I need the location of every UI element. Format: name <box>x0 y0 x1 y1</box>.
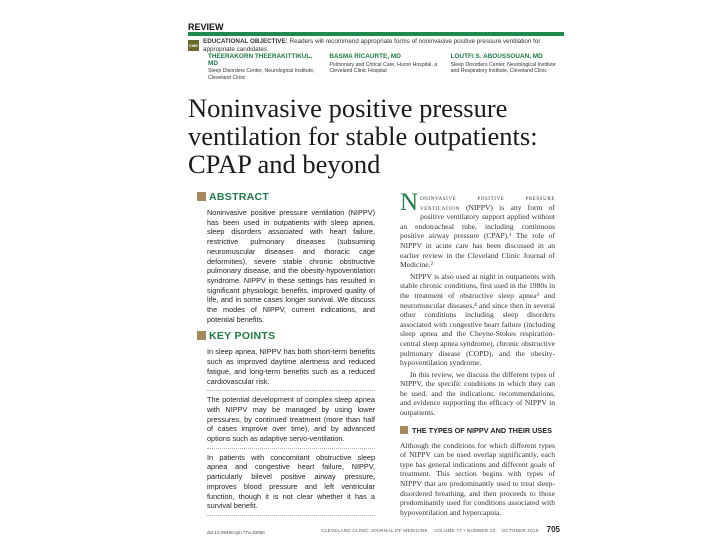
page-footer <box>321 525 560 535</box>
lead-in: oninvasive positive pressure ventilation <box>420 193 555 212</box>
key-points-heading <box>197 330 375 343</box>
right-column <box>321 189 560 535</box>
square-bullet-icon <box>197 192 206 201</box>
page-number: 705 <box>546 525 560 535</box>
author-name: BASMA RICAURTE, MD <box>329 53 401 60</box>
author-affiliation: Sleep Disorders Center, Neurological Institute, Cleveland Clinic <box>208 68 315 81</box>
square-bullet-icon <box>400 426 408 434</box>
header-rule <box>188 32 564 36</box>
abstract-heading <box>197 191 375 204</box>
author-name: LOUTFI S. ABOUSSOUAN, MD <box>450 53 543 60</box>
section-heading <box>400 426 555 436</box>
author-name: THEERAKORN THEERAKITTIKUL, MD <box>208 53 313 67</box>
author-affiliation: Pulmonary and Critical Care, Huron Hospital, a Cleveland Clinic Hospital <box>329 61 438 74</box>
doi: doi:10.3949/ccjm.77a.10050 <box>207 529 265 535</box>
body-paragraph-4: Although the conditions for which different types of NIPPV can be used overlap significantly, each type has general indications and different goals of treatment. This section begins with types of NIPPV that are predominantly used to treat sleep-disordered breathing, and then proceeds to those predominantly used for conditions associated with hypoventilation and hypercapnia. <box>400 440 555 517</box>
square-bullet-icon <box>197 331 206 340</box>
educational-objective <box>203 38 563 54</box>
cme-badge-icon: CME <box>188 40 199 51</box>
abstract-text: Noninvasive positive pressure ventilation (NIPPV) has been used in outpatients with sleep apnea, sleep disorders associated with heart failure, restrictive pulmonary diseases (subsuming neuromuscular diseases and thoracic cage deformities), severe stable chronic obstructive pulmonary disease, and the obesity-hypoventilation syndrome. NIPPV in these settings has resulted in significant physiologic benefits, improved quality of life, and in some cases longer survival. We discuss the modes of NIPPV, current indications, and potential benefits. <box>207 208 375 324</box>
objective-label: EDUCATIONAL OBJECTIVE: <box>203 38 288 45</box>
journal-footer: CLEVELAND CLINIC JOURNAL OF MEDICINE VOLUME 77 • NUMBER 10 OCTOBER 2010 <box>321 528 539 534</box>
body-paragraph-1 <box>400 189 555 270</box>
author-list <box>208 54 564 81</box>
article-title: Noninvasive positive pressure ventilation for stable outpatients: CPAP and beyond <box>188 93 538 179</box>
divider <box>207 390 375 391</box>
author-3 <box>451 54 564 81</box>
key-point: In sleep apnea, NIPPV has both short-term benefits such as improved daytime alertness and reduced fatigue, and long-term benefits such as a reduced cardiovascular risk. <box>207 347 375 386</box>
section-label: REVIEW <box>188 22 224 32</box>
key-points-heading-text: KEY POINTS <box>209 330 276 343</box>
author-affiliation: Sleep Disorders Center, Neurological Institute and Respiratory Institute, Cleveland Clinic <box>450 61 556 74</box>
left-column <box>197 191 375 536</box>
section-heading-text: THE TYPES OF NIPPV AND THEIR USES <box>412 425 553 435</box>
author-2 <box>329 54 442 81</box>
objective-text: Readers will recommend appropriate forms of noninvasive positive pressure ventilation for appropriate candidates <box>203 38 541 53</box>
divider <box>207 448 375 449</box>
divider <box>207 515 375 516</box>
key-point: In patients with concomitant obstructive sleep apnea and congestive heart failure, NIPPV, particularly bilevel positive airway pressure, improves blood pressure and left ventricular function, though it is not clear whether it has a survival benefit. <box>207 452 375 511</box>
author-1 <box>208 54 321 81</box>
drop-cap: N <box>400 189 419 216</box>
body-paragraph-2: NIPPV is also used at night in outpatients with stable chronic conditions, first used in the 1980s in the treatment of obstructive sleep apnea³ and neuromuscular diseases,⁴ and since then in several other conditions including sleep disorders associated with congestive heart failure (including sleep apnea and the Cheyne-Stokes respiration-central sleep apnea syndrome), chronic obstructive pulmonary disease (COPD), and the obesity-hypoventilation syndrome. <box>400 271 555 368</box>
abstract-heading-text: ABSTRACT <box>209 191 270 203</box>
paragraph-text: (NIPPV) is any form of positive ventilatory support applied without an endotracheal tube, including continuous positive airway pressure (CPAP).¹ The role of NIPPV in acute care has been discussed in an earlier review in the Cleveland Clinic Journal of Medicine.² <box>400 202 555 270</box>
key-point: The potential development of complex sleep apnea with NIPPV may be managed by using lower pressures, by continued treatment (more than half of cases improve over time), and by advanced options such as adaptive servo-ventilation. <box>207 395 375 444</box>
body-paragraph-3: In this review, we discuss the different types of NIPPV, the specific conditions in which they can be used, and the indications, recommendations, and evidence supporting the efficacy of NIPPV in outpatients. <box>400 369 555 418</box>
